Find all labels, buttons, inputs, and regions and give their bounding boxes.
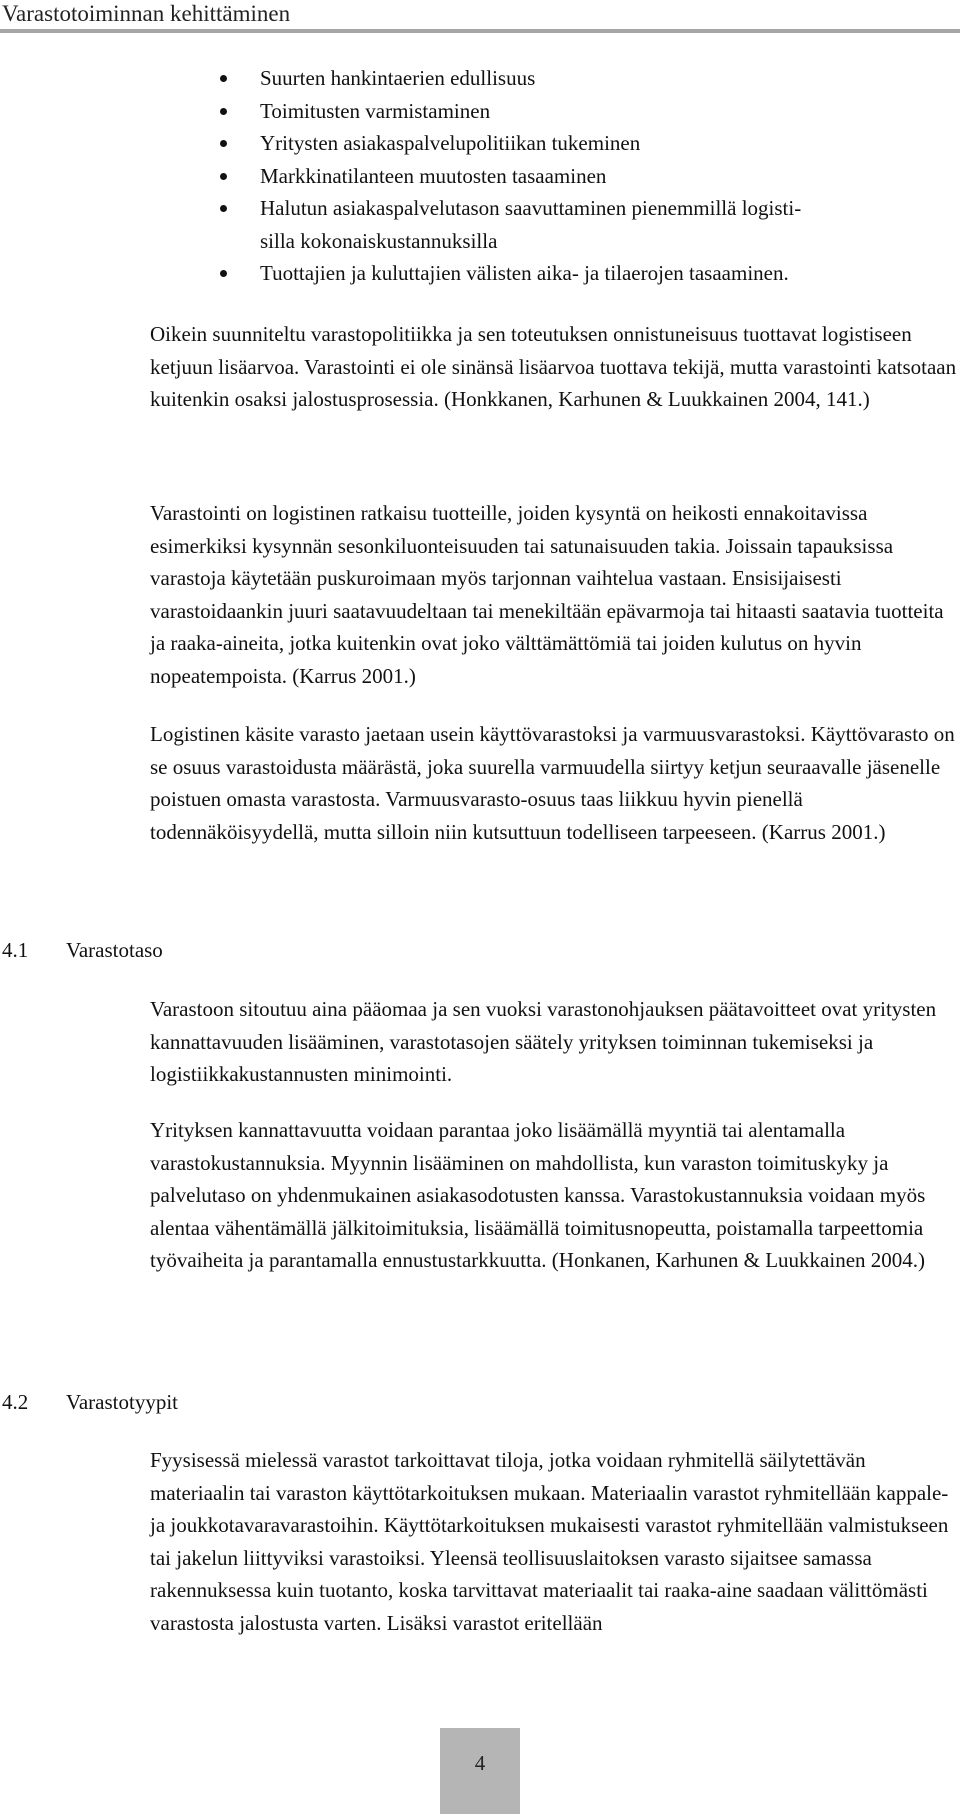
section-heading-4-1: [2, 935, 163, 965]
header-rule: [0, 29, 960, 33]
paragraph-profitability: Yrityksen kannattavuutta voidaan parantaa joko lisäämällä myyntiä tai alentamalla varastokustannuksia. Myynnin lisääminen on mahdollista, kun varaston toimituskyky ja palvelutaso on yhdenmukainen asiakasodotusten kanssa. Varastokustannuksia voidaan myös alentaa vähentämällä jälkitoimituksia, lisäämällä toimitusnopeutta, poistamalla tarpeettomia työvaiheita ja parantamalla ennustustarkkuutta. (Honkanen, Karhunen & Luukkainen 2004.): [150, 1118, 926, 1272]
bullet-text: Toimitusten varmistaminen: [260, 98, 491, 123]
bullet-item: [0, 127, 918, 160]
bullet-text: Tuottajien ja kuluttajien välisten aika- ja tilaerojen tasaaminen.: [260, 261, 789, 285]
bullet-item: [0, 62, 918, 95]
paragraph-stock-types: Logistinen käsite varasto jaetaan usein käyttövarastoksi ja varmuusvarastoksi. Käyttövarasto on se osuus varastoidusta määrästä, joka suurella varmuudella siirtyy ketjun seuraavalle jäsenelle poistuen omasta varastosta. Varmuusvarasto-osuus taas liikkuu hyvin pienellä todennäköisyydellä, mutta silloin niin kutsuttuun todelliseen tarpeeseen. (Karrus 2001.): [150, 722, 955, 844]
page-number-box: [440, 1728, 520, 1814]
bullet-item: [0, 192, 918, 257]
section-title: Varastotyypit: [66, 1390, 178, 1414]
section-number: 4.2: [2, 1390, 29, 1414]
paragraph-capital: Varastoon sitoutuu aina pääomaa ja sen vuoksi varastonohjauksen päätavoitteet ovat yritysten kannattavuuden lisääminen, varastotasojen säätely yrityksen toiminnan tukemiseksi ja logistiikkakustannusten minimointi.: [150, 997, 937, 1086]
section-heading-4-2: [2, 1387, 178, 1417]
section-title: Varastotaso: [66, 938, 163, 962]
bullet-text: Yritysten asiakaspalvelupolitiikan tukeminen: [260, 131, 641, 155]
document-title: Varastotoiminnan kehittäminen: [2, 1, 291, 26]
bullet-item: [0, 160, 918, 193]
section-number: 4.1: [2, 938, 29, 962]
bullet-item: [0, 95, 918, 128]
bullet-text: Halutun asiakaspalvelutason saavuttaminen pienemmillä logisti- silla kokonaiskustannuksilla: [260, 196, 802, 253]
bullet-item: [0, 257, 918, 290]
paragraph-physical-storage: Fyysisessä mielessä varastot tarkoittavat tiloja, jotka voidaan ryhmitellä säilytettävän materiaalin tai varaston käyttötarkoituksen mukaan. Materiaalin varastot ryhmitellään kappale- ja joukkotavaravarastoihin. Käyttötarkoituksen mukaisesti varastot ryhmitellään valmistukseen tai jakelun liittyviksi varastoiksi. Yleensä teollisuuslaitoksen varasto sijaitsee samassa rakennuksessa kuin tuotanto, koska tarvittavat materiaalit tai raaka-aine saadaan välittömästi varastosta jalostusta varten. Lisäksi varastot eritellään: [150, 1448, 949, 1635]
bullet-text: Markkinatilanteen muutosten tasaaminen: [260, 163, 607, 188]
running-header: [0, 0, 960, 34]
bullet-list: [150, 62, 958, 290]
bullet-text: Suurten hankintaerien edullisuus: [260, 66, 536, 90]
page-number: 4: [474, 1751, 486, 1775]
paragraph-value-added: Oikein suunniteltu varastopolitiikka ja sen toteutuksen onnistuneisuus tuottavat logistiseen ketjuun lisäarvoa. Varastointi ei ole sinänsä lisäarvoa tuottava tekijä, mutta varastointi katsotaan kuitenkin osaksi jalostusprosessia. (Honkkanen, Karhunen & Luukkainen 2004, 141.): [150, 322, 957, 411]
paragraph-logistic-solution: Varastointi on logistinen ratkaisu tuotteille, joiden kysyntä on heikosti ennakoitavissa esimerkiksi kysynnän sesonkiluonteisuuden tai satunaisuuden takia. Joissain tapauksissa varastoja käytetään puskuroimaan myös tarjonnan vaihtelua vastaan. Ensisijaisesti varastoidaankin juuri saatavuudeltaan tai menekiltään epävarmoja tai hitaasti saatavia tuotteita ja raaka-aineita, jotka kuitenkin ovat joko välttämättömiä tai joiden kulutus on hyvin nopeatempoista. (Karrus 2001.): [150, 501, 944, 688]
